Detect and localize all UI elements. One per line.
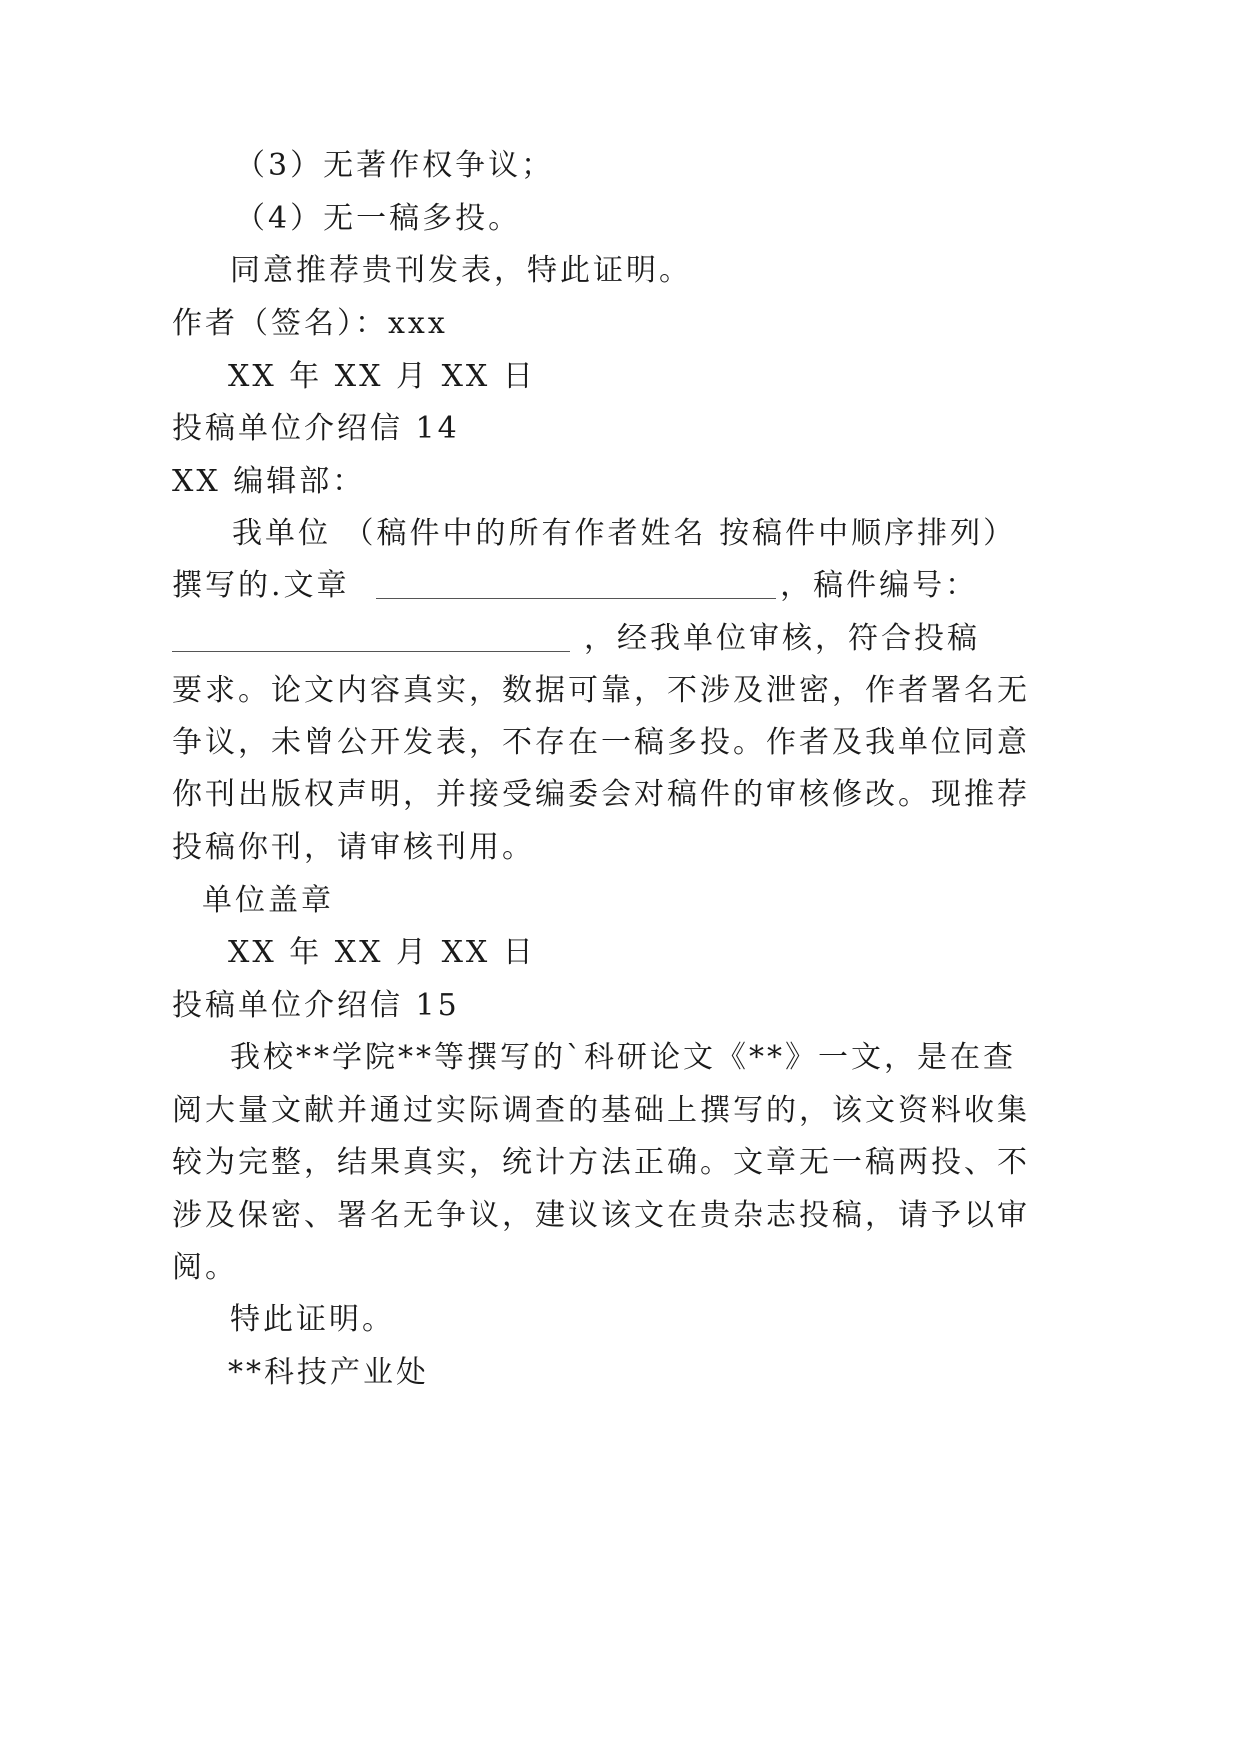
article-prefix: 撰写的.文章 [172,568,350,603]
item-3: （3）无著作权争议； [235,148,555,183]
letter-15-title: 投稿单位介绍信 15 [172,988,460,1023]
letter-15-line-2: 阅大量文献并通过实际调查的基础上撰写的，该文资料收集 [172,1093,1030,1128]
letter-15-line-1: 我校**学院**等撰写的`科研论文《**》一文，是在查 [230,1040,1016,1075]
salutation: XX 编辑部： [172,464,366,499]
letter-14-date: XX 年 XX 月 XX 日 [228,935,536,970]
manuscript-number-blank [172,621,570,652]
review-statement: ，经我单位审核，符合投稿 [584,621,980,656]
agree-statement: 同意推荐贵刊发表，特此证明。 [230,253,692,288]
date-line: XX 年 XX 月 XX 日 [228,359,536,394]
letter-14-line-6: 你刊出版权声明，并接受编委会对稿件的审核修改。现推荐 [172,777,1030,812]
signer-department: **科技产业处 [228,1355,429,1390]
letter-14-line-7: 投稿你刊，请审核刊用。 [172,830,535,865]
letter-14-line-2 [172,566,978,606]
closing-statement: 特此证明。 [230,1302,395,1337]
article-title-blank [376,568,776,599]
letter-14-line-1: 我单位 （稿件中的所有作者姓名 按稿件中顺序排列） [232,516,1017,551]
item-4: （4）无一稿多投。 [235,201,522,236]
letter-14-line-4: 要求。论文内容真实，数据可靠，不涉及泄密，作者署名无 [172,673,1030,708]
letter-14-title: 投稿单位介绍信 14 [172,411,460,446]
letter-14-line-3 [172,619,980,659]
letter-14-line-5: 争议，未曾公开发表，不存在一稿多投。作者及我单位同意 [172,725,1030,760]
letter-15-line-3: 较为完整，结果真实，统计方法正确。文章无一稿两投、不 [172,1145,1030,1180]
unit-seal: 单位盖章 [202,883,334,918]
author-signature: 作者（签名）：xxx [172,306,448,341]
letter-15-line-5: 阅。 [172,1250,238,1285]
letter-15-line-4: 涉及保密、署名无争议，建议该文在贵杂志投稿，请予以审 [172,1198,1030,1233]
manuscript-number-label: ，稿件编号： [780,568,979,603]
